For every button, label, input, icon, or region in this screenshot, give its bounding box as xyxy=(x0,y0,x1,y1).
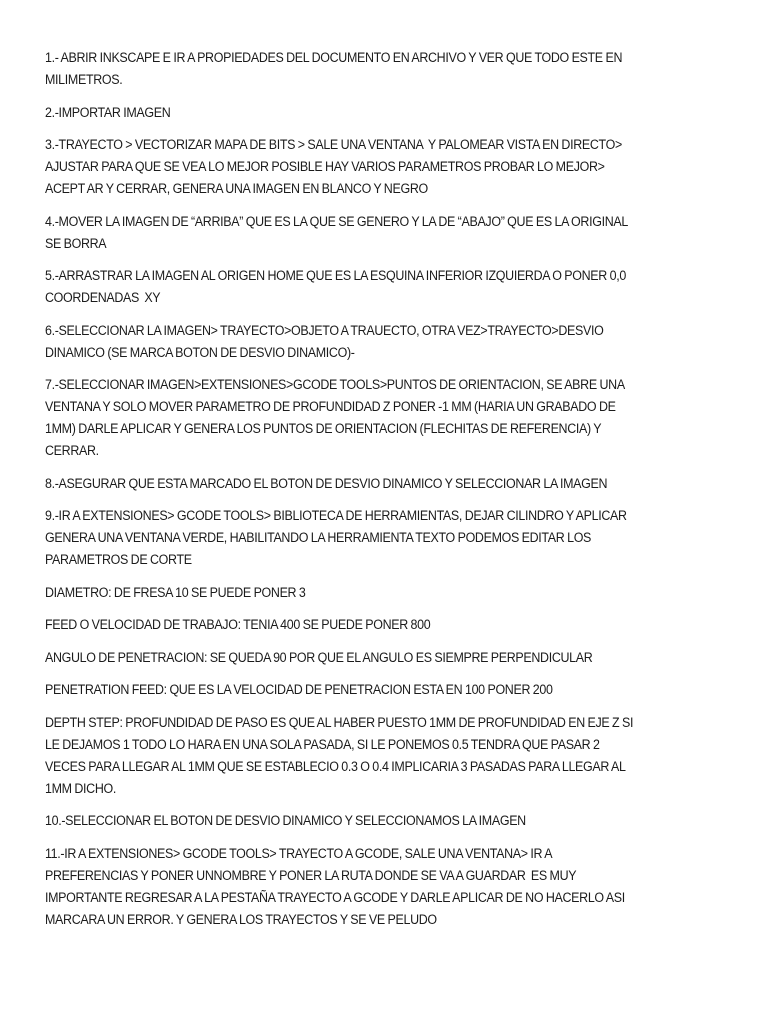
step-4-move-image xyxy=(45,211,687,255)
text-line: LE DEJAMOS 1 TODO LO HARA EN UNA SOLA PASADA, SI LE PONEMOS 0.5 TENDRA QUE PASAR 2 xyxy=(45,736,600,752)
text-line: 1MM DICHO. xyxy=(45,780,117,796)
text-line: DIAMETRO: DE FRESA 10 SE PUEDE PONER 3 xyxy=(45,584,306,600)
text-line: ANGULO DE PENETRACION: SE QUEDA 90 POR QUE EL ANGULO ES SIEMPRE PERPENDICULAR xyxy=(45,649,593,665)
text-line: 2.-IMPORTAR IMAGEN xyxy=(45,104,171,120)
document-page xyxy=(45,47,687,941)
text-line: 10.-SELECCIONAR EL BOTON DE DESVIO DINAMICO Y SELECCIONAMOS LA IMAGEN xyxy=(45,813,526,828)
text-line: VENTANA Y SOLO MOVER PARAMETRO DE PROFUNDIDAD Z PONER -1 MM (HARIA UN GRABADO DE xyxy=(45,399,616,414)
param-diameter xyxy=(45,582,687,604)
step-11-path-to-gcode xyxy=(45,843,687,931)
step-6-object-to-path xyxy=(45,320,687,364)
text-line: ACEPT AR Y CERRAR, GENERA UNA IMAGEN EN BLANCO Y NEGRO xyxy=(45,181,428,196)
text-line: FEED O VELOCIDAD DE TRABAJO: TENIA 400 SE PUEDE PONER 800 xyxy=(45,617,431,632)
text-line: COORDENADAS XY xyxy=(45,290,161,305)
param-depth-step xyxy=(45,712,687,800)
text-line: 6.-SELECCIONAR LA IMAGEN> TRAYECTO>OBJETO A TRAUECTO, OTRA VEZ>TRAYECTO>DESVIO xyxy=(45,322,604,338)
text-line: 11.-IR A EXTENSIONES> GCODE TOOLS> TRAYECTO A GCODE, SALE UNA VENTANA> IR A xyxy=(45,845,553,861)
step-1-open-inkscape xyxy=(45,47,687,91)
text-line: DINAMICO (SE MARCA BOTON DE DESVIO DINAMICO)- xyxy=(45,344,355,360)
text-line: PREFERENCIAS Y PONER UNNOMBRE Y PONER LA RUTA DONDE SE VA A GUARDAR ES MUY xyxy=(45,867,577,883)
step-8-check-dynamic-offset xyxy=(45,473,687,495)
step-10-select-dynamic-offset xyxy=(45,810,687,832)
step-5-drag-to-origin xyxy=(45,265,687,309)
text-line: AJUSTAR PARA QUE SE VEA LO MEJOR POSIBLE HAY VARIOS PARAMETROS PROBAR LO MEJOR> xyxy=(45,159,605,174)
step-7-orientation-points xyxy=(45,374,687,462)
text-line: 1MM) DARLE APLICAR Y GENERA LOS PUNTOS DE ORIENTACION (FLECHITAS DE REFERENCIA) Y xyxy=(45,421,602,436)
text-line: DEPTH STEP: PROFUNDIDAD DE PASO ES QUE AL HABER PUESTO 1MM DE PROFUNDIDAD EN EJE Z SI xyxy=(45,714,634,730)
text-line: 4.-MOVER LA IMAGEN DE “ARRIBA” QUE ES LA QUE SE GENERO Y LA DE “ABAJO” QUE ES LA ORIGINAL xyxy=(45,213,628,229)
text-line: MARCARA UN ERROR. Y GENERA LOS TRAYECTOS Y SE VE PELUDO xyxy=(45,911,437,927)
step-2-import-image xyxy=(45,102,687,124)
step-9-tools-library xyxy=(45,505,687,571)
param-feed xyxy=(45,614,687,636)
text-line: PENETRATION FEED: QUE ES LA VELOCIDAD DE PENETRACION ESTA EN 100 PONER 200 xyxy=(45,682,553,697)
text-line: 8.-ASEGURAR QUE ESTA MARCADO EL BOTON DE DESVIO DINAMICO Y SELECCIONAR LA IMAGEN xyxy=(45,475,608,491)
text-line: IMPORTANTE REGRESAR A LA PESTAÑA TRAYECTO A GCODE Y DARLE APLICAR DE NO HACERLO ASI xyxy=(45,889,625,905)
text-line: CERRAR. xyxy=(45,443,99,458)
param-penetration-feed xyxy=(45,679,687,701)
text-line: PARAMETROS DE CORTE xyxy=(45,552,192,567)
text-line: VECES PARA LLEGAR AL 1MM QUE SE ESTABLECIO 0.3 O 0.4 IMPLICARIA 3 PASADAS PARA LLEGAR AL xyxy=(45,758,626,774)
text-line: MILIMETROS. xyxy=(45,72,123,87)
text-line: 9.-IR A EXTENSIONES> GCODE TOOLS> BIBLIOTECA DE HERRAMIENTAS, DEJAR CILINDRO Y APLICAR xyxy=(45,508,627,523)
text-line: 1.- ABRIR INKSCAPE E IR A PROPIEDADES DEL DOCUMENTO EN ARCHIVO Y VER QUE TODO ESTE EN xyxy=(45,50,623,65)
text-line: SE BORRA xyxy=(45,235,107,251)
step-3-vectorize-bitmap xyxy=(45,134,687,200)
text-line: GENERA UNA VENTANA VERDE, HABILITANDO LA HERRAMIENTA TEXTO PODEMOS EDITAR LOS xyxy=(45,530,592,545)
text-line: 5.-ARRASTRAR LA IMAGEN AL ORIGEN HOME QUE ES LA ESQUINA INFERIOR IZQUIERDA O PONER 0,0 xyxy=(45,268,626,283)
param-penetration-angle xyxy=(45,647,687,669)
text-line: 3.-TRAYECTO > VECTORIZAR MAPA DE BITS > SALE UNA VENTANA Y PALOMEAR VISTA EN DIRECTO> xyxy=(45,137,622,152)
text-line: 7.-SELECCIONAR IMAGEN>EXTENSIONES>GCODE TOOLS>PUNTOS DE ORIENTACION, SE ABRE UNA xyxy=(45,377,625,392)
